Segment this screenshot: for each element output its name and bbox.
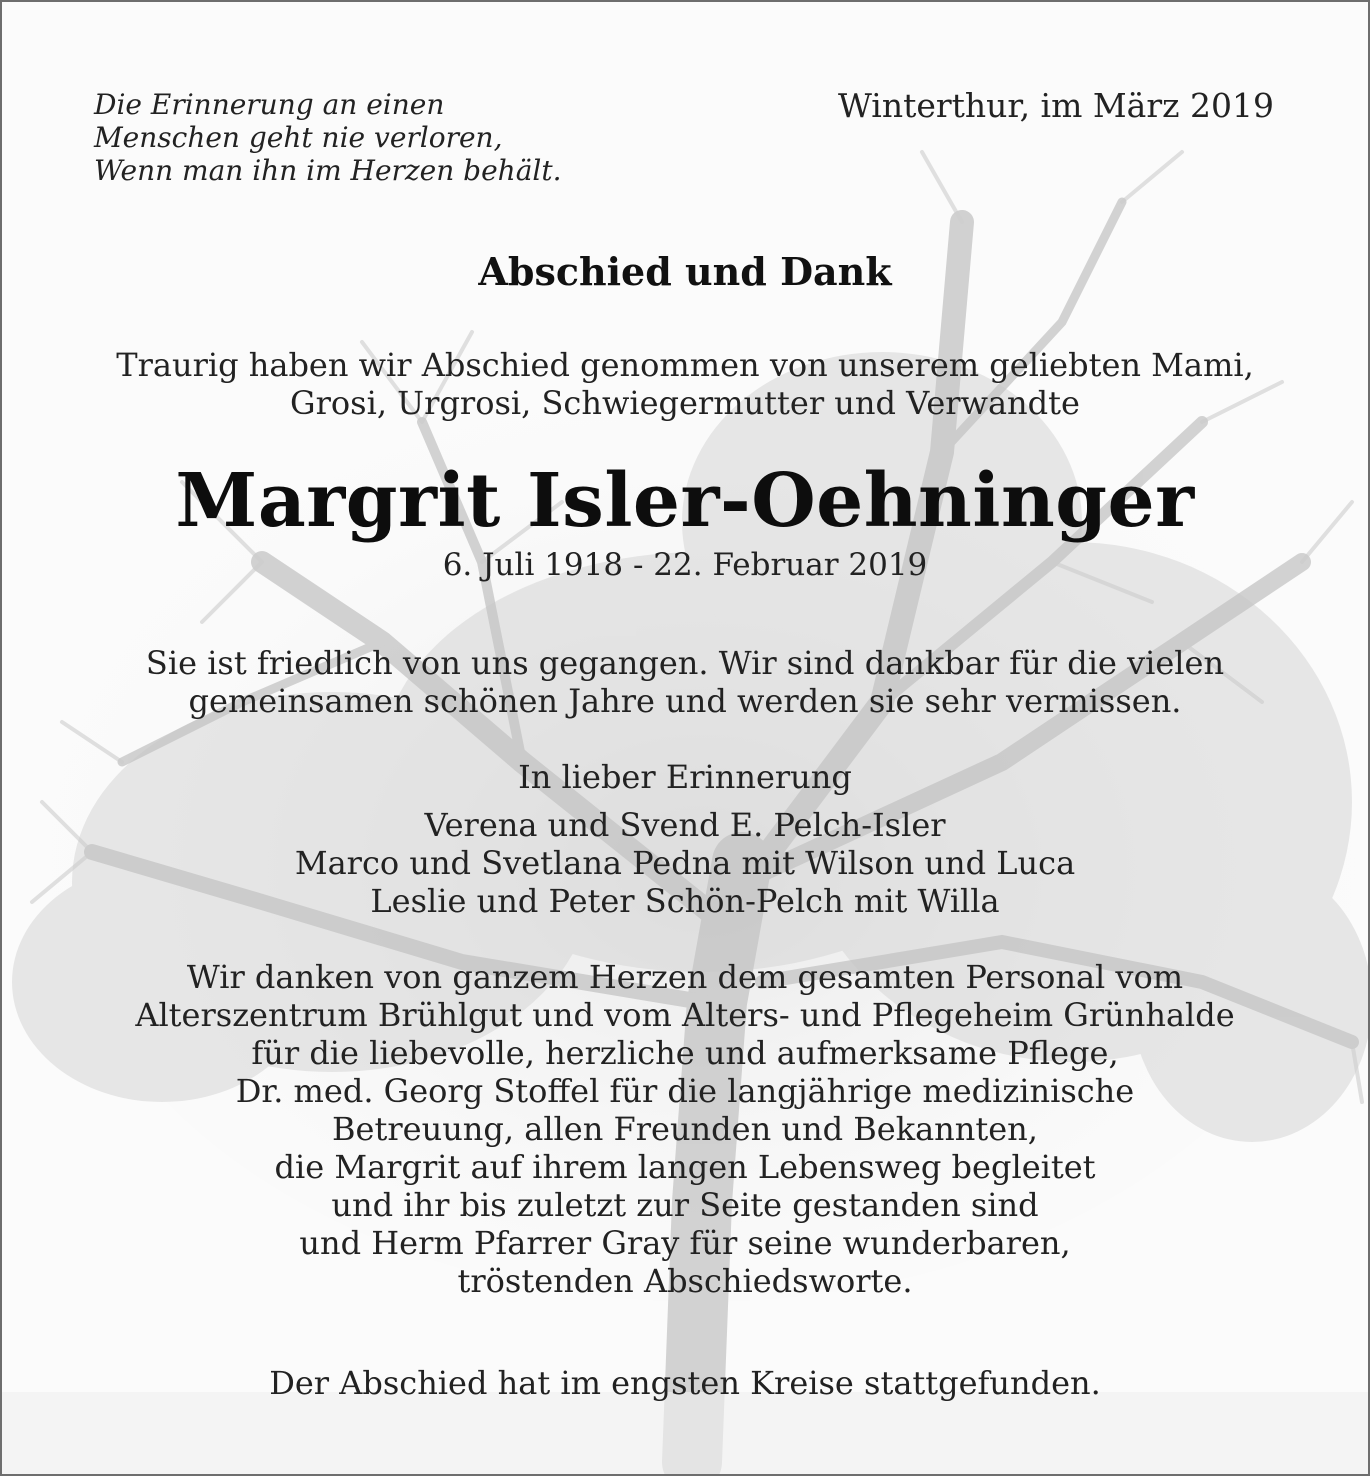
intro-line: Grosi, Urgrosi, Schwiegermutter und Verwandte — [290, 384, 1080, 422]
place-date: Winterthur, im März 2019 — [837, 86, 1274, 125]
farewell-message — [2, 644, 1368, 720]
family-member: Verena und Svend E. Pelch-Isler — [424, 806, 946, 844]
poem-line: Die Erinnerung an einen — [94, 88, 445, 121]
thanks-line: für die liebevolle, herzliche und aufmerksame Pflege, — [251, 1034, 1119, 1072]
closing-note: Der Abschied hat im engsten Kreise stattgefunden. — [269, 1364, 1101, 1402]
intro-line: Traurig haben wir Abschied genommen von unserem geliebten Mami, — [116, 346, 1254, 384]
intro-text — [2, 346, 1368, 422]
obituary-content — [2, 2, 1368, 1474]
thanks-line: die Margrit auf ihrem langen Lebensweg begleitet — [274, 1148, 1096, 1186]
life-dates: 6. Juli 1918 - 22. Februar 2019 — [442, 547, 928, 583]
thanks-line: Wir danken von ganzem Herzen dem gesamten Personal vom — [186, 958, 1184, 996]
in-memory-line: In lieber Erinnerung — [518, 758, 852, 796]
thanks-line: Dr. med. Georg Stoffel für die langjährige medizinische — [235, 1072, 1135, 1110]
poem-line: Wenn man ihn im Herzen behält. — [94, 154, 562, 187]
family-member: Leslie und Peter Schön-Pelch mit Willa — [370, 882, 1000, 920]
thanks-line: und Herm Pfarrer Gray für seine wunderbaren, — [299, 1224, 1071, 1262]
thanks-paragraph — [2, 958, 1368, 1300]
poem-line: Menschen geht nie verloren, — [94, 121, 503, 154]
thanks-line: tröstenden Abschiedsworte. — [457, 1262, 913, 1300]
message-line: gemeinsamen schönen Jahre und werden sie sehr vermissen. — [188, 682, 1182, 720]
heading: Abschied und Dank — [478, 249, 892, 294]
thanks-line: Alterszentrum Brühlgut und vom Alters- und Pflegeheim Grünhalde — [135, 996, 1235, 1034]
family-member: Marco und Svetlana Pedna mit Wilson und Luca — [294, 844, 1076, 882]
family-list — [2, 806, 1368, 920]
thanks-line: und ihr bis zuletzt zur Seite gestanden sind — [331, 1186, 1039, 1224]
memorial-poem — [94, 88, 562, 187]
deceased-name: Margrit Isler-Oehninger — [175, 458, 1195, 544]
thanks-line: Betreuung, allen Freunden und Bekannten, — [332, 1110, 1038, 1148]
message-line: Sie ist friedlich von uns gegangen. Wir sind dankbar für die vielen — [145, 644, 1225, 682]
